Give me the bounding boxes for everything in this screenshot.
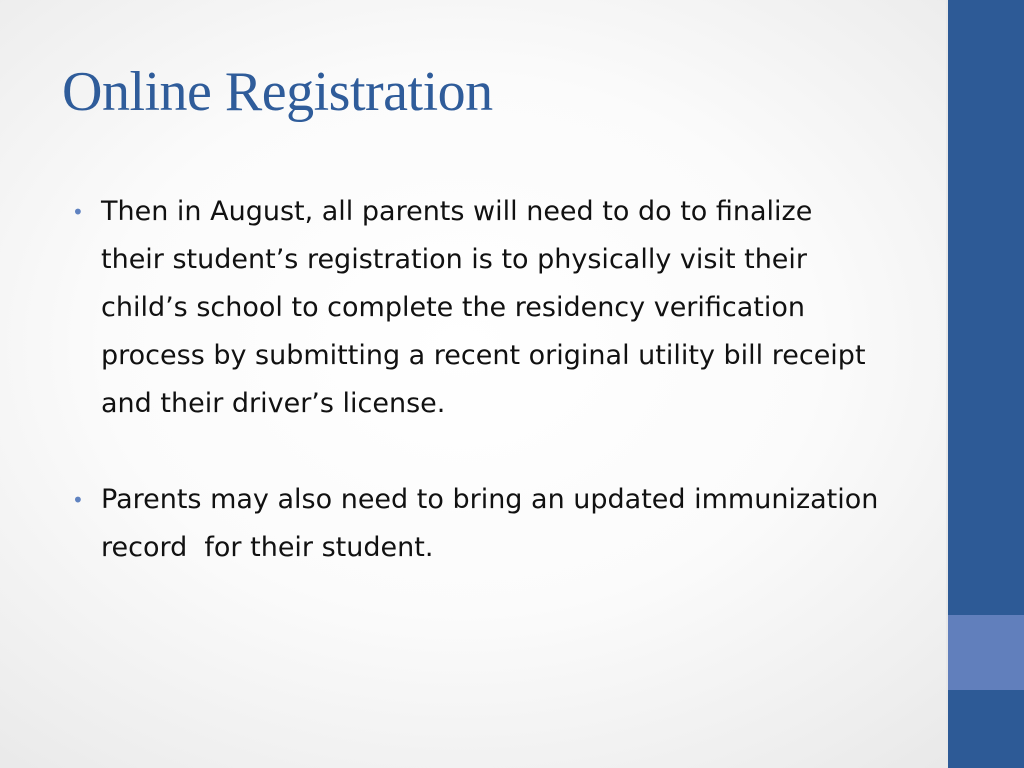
bullet-icon: • [72, 200, 84, 224]
bullet-item [72, 188, 892, 428]
bullet-icon: • [72, 488, 84, 512]
sidebar-accent-block [948, 615, 1024, 690]
bullet-text: Then in August, all parents will need to do to finalize their student’s registration is to physically visit their child’s school to complete the residency verification process by submitting a recent original utility bill receipt and their driver’s license. [101, 196, 875, 419]
bullet-item [72, 476, 892, 572]
slide-title: Online Registration [62, 61, 493, 123]
bullet-list [72, 188, 892, 620]
bullet-text: Parents may also need to bring an updated immunization record for their student. [101, 484, 887, 563]
